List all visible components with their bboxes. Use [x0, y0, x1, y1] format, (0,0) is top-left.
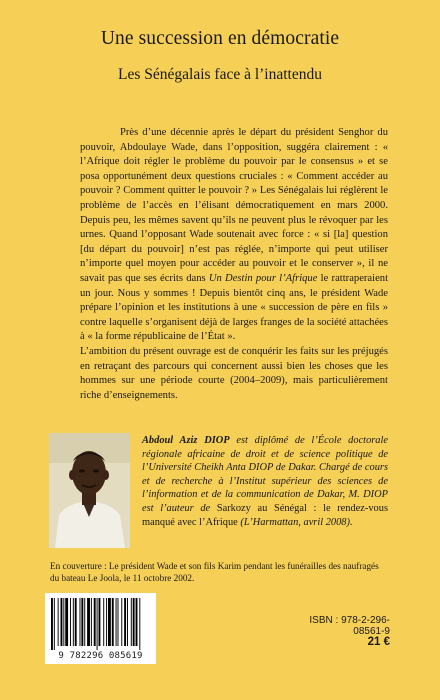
- price: 21 €: [367, 636, 390, 648]
- blurb-paragraph-2: L’ambition du présent ouvrage est de conquérir les faits sur les préjugés en retraçant des parcours qui concernent aussi bien les choses que les hommes sur une période courte (2004–2009), mais particulièrement riche d’enseignements.: [80, 345, 388, 401]
- blurb-p1-book-title: Un Destin pour l’Afrique: [208, 272, 318, 284]
- barcode-bar: [121, 598, 122, 646]
- barcode-bar: [131, 598, 132, 646]
- barcode-bar: [99, 598, 101, 646]
- barcode-bar: [58, 598, 59, 646]
- barcode-bar: [136, 598, 138, 646]
- barcode-bar: [87, 598, 90, 646]
- barcode-bar: [108, 598, 111, 646]
- barcode-bar: [65, 598, 68, 646]
- barcode-bar: [54, 598, 55, 650]
- author-photo: [49, 433, 130, 548]
- author-portrait-image: [49, 433, 130, 548]
- barcode-digits: 9 782296 085619: [58, 651, 143, 661]
- barcode-bar: [84, 598, 85, 646]
- barcode-bar: [61, 598, 63, 646]
- blurb-p1-end: le rattraperaient un jour. Nous y sommes ! Depuis bientôt cinq ans, le président Wade prépare l’opinion et les institutions à une « succession de père en fils » contre laquelle s’organisent déjà de larges franges de la société attachées à « la forme républicaine de l’État ».: [80, 272, 389, 343]
- barcode-icon: [51, 598, 150, 650]
- cover-photo-caption: En couverture : Le président Wade et son fils Karim pendant les funérailles des naufragés du bateau Le Joola, le 11 octobre 2002.: [50, 561, 379, 584]
- book-subtitle: Les Sénégalais face à l’inattendu: [118, 66, 322, 83]
- book-title: Une succession en démocratie: [100, 28, 340, 49]
- author-bio-text-1: est diplômé de l’École doctorale régionale africaine de droit et de science politique de l’Université Cheikh Anta DIOP de Dakar. Chargé de cours et de recherche à l’Institut supérieur des sciences de l’information et de la communication de Dakar, M. DIOP est l’auteur de: [142, 435, 389, 514]
- author-bio: [142, 434, 388, 529]
- barcode-bar: [124, 598, 126, 646]
- barcode-bar: [116, 598, 117, 646]
- isbn-number: ISBN : 978-2-296-08561-9: [309, 615, 390, 637]
- barcode-bar: [73, 598, 74, 646]
- barcode-bar: [94, 598, 96, 646]
- author-name: Abdoul Aziz DIOP: [142, 435, 230, 446]
- barcode-bar: [139, 598, 140, 650]
- isbn-barcode: [45, 593, 156, 664]
- blurb-p1-text: Près d’une décennie après le départ du président Senghor du pouvoir, Abdoulaye Wade, dans l’opposition, suggéra clairement : « l’Afrique doit régler le problème du pouvoir par le consensus » et se posa opportunément deux questions cruciales : « Comment accéder au pouvoir ? Comment quitter le pouvoir ? » Les Sénégalais lui réglèrent le problème de l’accès en l’élisant démocratiquement en mars 2000. Depuis peu, les mêmes savent qu’ils ne peuvent plus le révoquer par les urnes. Quand l’opposant Wade soutenait avec force : « si [la] question [du départ du pouvoir] n’est pas réglée, n’importe qui peut utiliser n’importe quel moyen pour accéder au pouvoir et le conserver », il ne savait pas que ses écrits dans: [80, 127, 388, 284]
- barcode-bar: [106, 598, 107, 646]
- blurb: [80, 126, 388, 403]
- blurb-paragraph-1: [80, 126, 388, 345]
- barcode-bar: [133, 598, 135, 646]
- author-bio-text-2: (L’Harmattan, avril 2008).: [237, 516, 353, 528]
- barcode-bar: [70, 598, 71, 646]
- barcode-bar: [97, 598, 98, 650]
- barcode-bar: [80, 598, 81, 646]
- barcode-bar: [127, 598, 128, 646]
- barcode-bar: [112, 598, 114, 646]
- barcode-bar: [103, 598, 104, 646]
- author-previous-book: Sarkozy au Sénégal : le rendez-vous manqué avec l’Afrique: [142, 502, 388, 528]
- barcode-bar: [63, 598, 64, 646]
- barcode-bar: [118, 598, 119, 646]
- barcode-bar: [51, 598, 53, 650]
- barcode-bar: [81, 598, 83, 646]
- barcode-bar: [75, 598, 77, 646]
- barcode-bar: [91, 598, 92, 646]
